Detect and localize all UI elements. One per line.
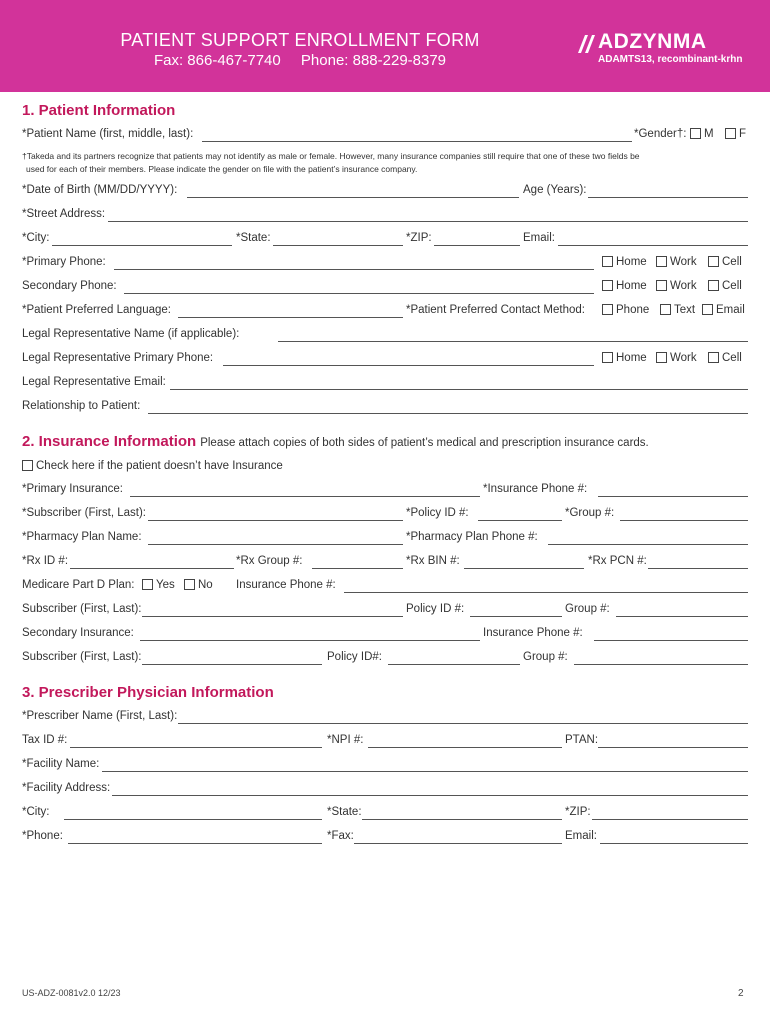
secondary-phone-label: Secondary Phone:: [22, 280, 117, 292]
gender-f-checkbox[interactable]: [725, 128, 736, 139]
row-prescriber-city: [22, 806, 748, 824]
no-insurance-label: Check here if the patient doesn’t have Insurance: [36, 460, 283, 472]
insurance-phone-field[interactable]: [598, 496, 748, 497]
gender-m-label: M: [704, 128, 714, 140]
email-label: Email:: [523, 232, 555, 244]
dob-field[interactable]: [187, 197, 519, 198]
legal-work-checkbox[interactable]: [656, 352, 667, 363]
legal-phone-label: Legal Representative Primary Phone:: [22, 352, 214, 364]
dob-label: *Date of Birth (MM/DD/YYYY):: [22, 184, 178, 196]
primary-work-checkbox[interactable]: [656, 256, 667, 267]
prescriber-state-label: *State:: [327, 806, 362, 818]
npi-field[interactable]: [368, 747, 562, 748]
city-label: *City:: [22, 232, 50, 244]
contact-email-label: Email: [716, 304, 745, 316]
prescriber-zip-label: *ZIP:: [565, 806, 591, 818]
secondary-work-option[interactable]: [656, 280, 697, 292]
state-field[interactable]: [273, 245, 403, 246]
section-prescriber-title: 3. Prescriber Physician Information: [22, 684, 274, 701]
gender-label: *Gender†:: [634, 128, 687, 140]
medicare-yes-label: Yes: [156, 579, 175, 591]
subscriber-field[interactable]: [148, 520, 403, 521]
header-phone: Phone: 888-229-8379: [300, 52, 447, 69]
rx-id-field[interactable]: [70, 568, 234, 569]
policy-field[interactable]: [478, 520, 562, 521]
medicare-phone-label: Insurance Phone #:: [236, 579, 336, 591]
prescriber-fax-field[interactable]: [354, 843, 562, 844]
form-title: PATIENT SUPPORT ENROLLMENT FORM: [120, 30, 480, 50]
legal-name-field[interactable]: [278, 341, 748, 342]
prescriber-email-label: Email:: [565, 830, 597, 842]
row-pharmacy-plan: [22, 531, 748, 549]
medicare-no-option[interactable]: [184, 579, 213, 591]
header-fax: Fax: 866-467-7740: [153, 52, 281, 69]
rx-bin-label: *Rx BIN #:: [406, 555, 460, 567]
home-label: Home: [616, 256, 647, 268]
age-field[interactable]: [588, 197, 748, 198]
prescriber-city-field[interactable]: [64, 819, 322, 820]
medicare-label: Medicare Part D Plan:: [22, 579, 135, 591]
secondary-insurance-phone-label: Insurance Phone #:: [483, 627, 583, 639]
legal-work-option[interactable]: [656, 352, 697, 364]
medicare-no-checkbox[interactable]: [184, 579, 195, 590]
row-city: [22, 232, 748, 250]
medicare-group-label: Group #:: [565, 603, 610, 615]
section-insurance-title: [22, 433, 649, 450]
secondary-home-checkbox[interactable]: [602, 280, 613, 291]
pharmacy-plan-field[interactable]: [148, 544, 403, 545]
prescriber-phone-label: *Phone:: [22, 830, 63, 842]
row-facility-name: [22, 758, 748, 776]
row-facility-address: [22, 782, 748, 800]
secondary-policy-label: Policy ID#:: [327, 651, 382, 663]
prescriber-name-field[interactable]: [178, 723, 748, 724]
row-street: [22, 208, 748, 226]
pharmacy-plan-label: *Pharmacy Plan Name:: [22, 531, 142, 543]
pharmacy-phone-label: *Pharmacy Plan Phone #:: [406, 531, 538, 543]
medicare-policy-field[interactable]: [470, 616, 562, 617]
secondary-home-option[interactable]: [602, 280, 647, 292]
pharmacy-phone-field[interactable]: [548, 544, 748, 545]
row-language: [22, 304, 748, 322]
brand-name: ADZYNMA: [598, 30, 707, 53]
legal-home-checkbox[interactable]: [602, 352, 613, 363]
row-medicare: [22, 579, 748, 597]
no-insurance-checkbox[interactable]: [22, 460, 33, 471]
gender-note: [22, 150, 748, 176]
medicare-yes-option[interactable]: [142, 579, 175, 591]
language-label: *Patient Preferred Language:: [22, 304, 171, 316]
age-label: Age (Years):: [523, 184, 587, 196]
brand-logo: [576, 30, 756, 70]
contact-phone-label: Phone: [616, 304, 650, 316]
row-primary-insurance: [22, 483, 748, 501]
legal-phone-field[interactable]: [223, 365, 594, 366]
row-dob: [22, 184, 748, 202]
medicare-subscriber-field[interactable]: [142, 616, 403, 617]
row-prescriber-name: [22, 710, 748, 728]
street-label: *Street Address:: [22, 208, 106, 220]
secondary-group-label: Group #:: [523, 651, 568, 663]
home-label: Home: [616, 280, 647, 292]
no-insurance-option[interactable]: [22, 460, 283, 472]
patient-name-field[interactable]: [202, 141, 632, 142]
prescriber-state-field[interactable]: [362, 819, 562, 820]
home-label: Home: [616, 352, 647, 364]
insurance-note: Please attach copies of both sides of patient’s medical and prescription insurance cards.: [200, 437, 649, 449]
legal-email-field[interactable]: [170, 389, 748, 390]
legal-cell-checkbox[interactable]: [708, 352, 719, 363]
cell-label: Cell: [722, 280, 742, 292]
secondary-insurance-phone-field[interactable]: [594, 640, 748, 641]
group-field[interactable]: [620, 520, 748, 521]
prescriber-phone-field[interactable]: [68, 843, 322, 844]
legal-name-label: Legal Representative Name (if applicable):: [22, 328, 240, 340]
primary-phone-field[interactable]: [114, 269, 594, 270]
header-banner: [0, 0, 770, 92]
rx-bin-field[interactable]: [464, 568, 584, 569]
medicare-no-label: No: [198, 579, 213, 591]
legal-cell-option[interactable]: [708, 352, 742, 364]
facility-name-label: *Facility Name:: [22, 758, 100, 770]
secondary-work-checkbox[interactable]: [656, 280, 667, 291]
contact-text-label: Text: [674, 304, 696, 316]
row-secondary-insurance: [22, 627, 748, 645]
primary-cell-checkbox[interactable]: [708, 256, 719, 267]
work-label: Work: [670, 352, 697, 364]
secondary-subscriber-label: Subscriber (First, Last):: [22, 651, 142, 663]
insurance-phone-label: *Insurance Phone #:: [483, 483, 588, 495]
medicare-policy-label: Policy ID #:: [406, 603, 465, 615]
contact-email-checkbox[interactable]: [702, 304, 713, 315]
gender-note-line-2: used for each of their members. Please indicate the gender on file with the patient’s insurance company.: [26, 164, 418, 174]
row-secondary-subscriber: [22, 651, 748, 669]
relationship-field[interactable]: [148, 413, 748, 414]
facility-address-label: *Facility Address:: [22, 782, 111, 794]
row-no-insurance: [22, 460, 748, 478]
primary-work-option[interactable]: [656, 256, 697, 268]
secondary-cell-option[interactable]: [708, 280, 742, 292]
rx-pcn-field[interactable]: [648, 568, 748, 569]
group-label: *Group #:: [565, 507, 615, 519]
zip-field[interactable]: [434, 245, 520, 246]
row-legal-name: [22, 328, 748, 346]
row-tax-id: [22, 734, 748, 752]
contact-phone-option[interactable]: [602, 304, 649, 316]
primary-insurance-label: *Primary Insurance:: [22, 483, 123, 495]
state-label: *State:: [236, 232, 271, 244]
rx-group-label: *Rx Group #:: [236, 555, 303, 567]
policy-label: *Policy ID #:: [406, 507, 469, 519]
relationship-label: Relationship to Patient:: [22, 400, 141, 412]
facility-address-field[interactable]: [112, 795, 748, 796]
brand-mark-icon: [576, 33, 598, 55]
secondary-group-field[interactable]: [574, 664, 748, 665]
row-primary-phone: [22, 256, 748, 274]
contact-phone-checkbox[interactable]: [602, 304, 613, 315]
rx-id-label: *Rx ID #:: [22, 555, 69, 567]
medicare-group-field[interactable]: [616, 616, 748, 617]
prescriber-zip-field[interactable]: [592, 819, 748, 820]
row-relationship: [22, 400, 748, 418]
primary-insurance-field[interactable]: [130, 496, 480, 497]
row-medicare-subscriber: [22, 603, 748, 621]
contact-text-option[interactable]: [660, 304, 695, 316]
subscriber-label: *Subscriber (First, Last):: [22, 507, 146, 519]
prescriber-city-label: *City:: [22, 806, 50, 818]
document-code: US-ADZ-0081v2.0 12/23: [22, 988, 121, 998]
secondary-insurance-label: Secondary Insurance:: [22, 627, 134, 639]
row-legal-phone: [22, 352, 748, 370]
gender-m-option[interactable]: [690, 128, 714, 140]
section-patient-title: 1. Patient Information: [22, 102, 176, 119]
legal-home-option[interactable]: [602, 352, 647, 364]
row-rx: [22, 555, 748, 573]
language-field[interactable]: [178, 317, 403, 318]
patient-name-label: *Patient Name (first, middle, last):: [22, 128, 194, 140]
rx-group-field[interactable]: [312, 568, 403, 569]
primary-phone-label: *Primary Phone:: [22, 256, 106, 268]
secondary-policy-field[interactable]: [388, 664, 520, 665]
secondary-subscriber-field[interactable]: [142, 664, 322, 665]
prescriber-email-field[interactable]: [600, 843, 748, 844]
row-secondary-phone: [22, 280, 748, 298]
gender-f-option[interactable]: [725, 128, 746, 140]
gender-note-line-1: †Takeda and its partners recognize that patients may not identify as male or female. However, many insurance companies still require that one of these two fields be: [22, 151, 640, 161]
tax-id-field[interactable]: [70, 747, 322, 748]
rx-pcn-label: *Rx PCN #:: [588, 555, 647, 567]
street-field[interactable]: [108, 221, 748, 222]
contact-text-checkbox[interactable]: [660, 304, 671, 315]
medicare-yes-checkbox[interactable]: [142, 579, 153, 590]
ptan-field[interactable]: [598, 747, 748, 748]
facility-name-field[interactable]: [102, 771, 748, 772]
row-prescriber-phone: [22, 830, 748, 848]
city-field[interactable]: [52, 245, 232, 246]
row-patient-name: [22, 128, 748, 146]
page-number: 2: [738, 988, 744, 999]
email-field[interactable]: [558, 245, 748, 246]
legal-email-label: Legal Representative Email:: [22, 376, 166, 388]
work-label: Work: [670, 256, 697, 268]
medicare-phone-field[interactable]: [344, 592, 748, 593]
prescriber-name-label: *Prescriber Name (First, Last):: [22, 710, 178, 722]
ptan-label: PTAN:: [565, 734, 599, 746]
row-subscriber: [22, 507, 748, 525]
work-label: Work: [670, 280, 697, 292]
primary-home-option[interactable]: [602, 256, 647, 268]
brand-subtitle: ADAMTS13, recombinant-krhn: [598, 54, 743, 65]
prescriber-fax-label: *Fax:: [327, 830, 354, 842]
medicare-subscriber-label: Subscriber (First, Last):: [22, 603, 142, 615]
gender-m-checkbox[interactable]: [690, 128, 701, 139]
cell-label: Cell: [722, 256, 742, 268]
insurance-title-text: 2. Insurance Information: [22, 433, 197, 450]
header-contact: [0, 52, 600, 69]
secondary-phone-field[interactable]: [124, 293, 594, 294]
primary-cell-option[interactable]: [708, 256, 742, 268]
contact-method-label: *Patient Preferred Contact Method:: [406, 304, 585, 316]
tax-id-label: Tax ID #:: [22, 734, 68, 746]
primary-home-checkbox[interactable]: [602, 256, 613, 267]
cell-label: Cell: [722, 352, 742, 364]
contact-email-option[interactable]: [702, 304, 745, 316]
secondary-cell-checkbox[interactable]: [708, 280, 719, 291]
gender-f-label: F: [739, 128, 747, 140]
secondary-insurance-field[interactable]: [140, 640, 480, 641]
npi-label: *NPI #:: [327, 734, 364, 746]
zip-label: *ZIP:: [406, 232, 432, 244]
row-legal-email: [22, 376, 748, 394]
